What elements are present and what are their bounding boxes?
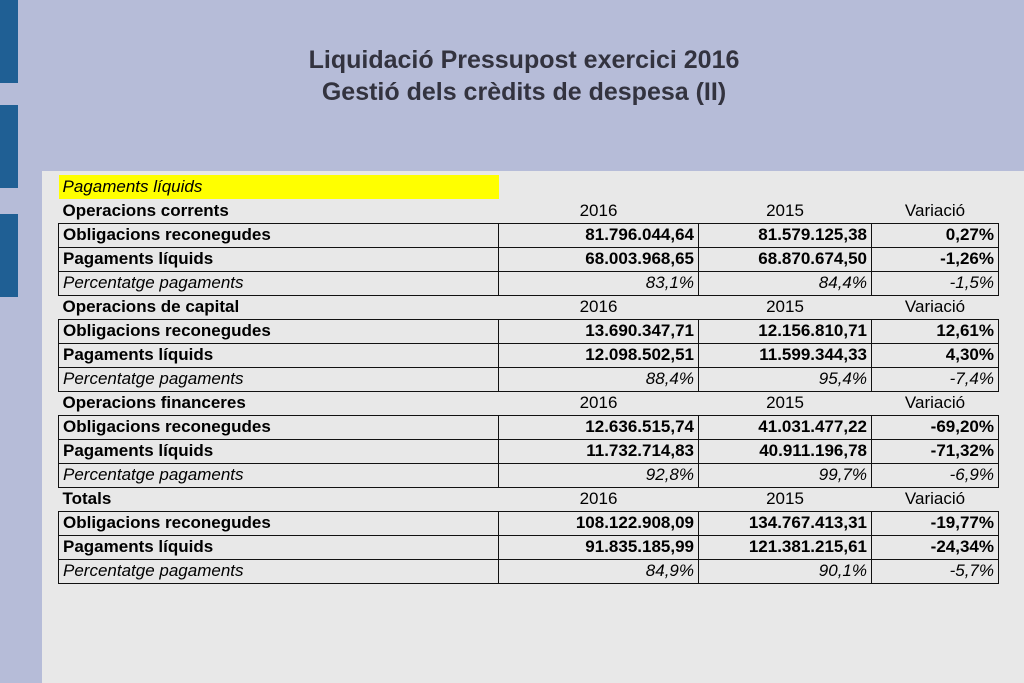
row-label: Obligacions reconegudes [59, 319, 499, 343]
value-variacio: 12,61% [872, 319, 999, 343]
value-variacio: -69,20% [872, 415, 999, 439]
section-heading: Operacions financeres [62, 393, 246, 412]
value-2015: 68.870.674,50 [699, 247, 872, 271]
row-label: Obligacions reconegudes [59, 415, 499, 439]
table-row [59, 343, 999, 367]
col-header-variacio: Variació [904, 297, 966, 316]
table-row [59, 535, 999, 559]
row-label: Obligacions reconegudes [59, 511, 499, 535]
value-2015: 121.381.215,61 [699, 535, 872, 559]
table-row [59, 223, 999, 247]
table-row [59, 463, 999, 487]
col-header-2015: 2015 [766, 200, 804, 220]
table-row [59, 415, 999, 439]
value-2016: 12.098.502,51 [499, 343, 699, 367]
row-label: Obligacions reconegudes [59, 223, 499, 247]
value-variacio: -1,5% [872, 271, 999, 295]
slide-title [0, 44, 1024, 108]
title-line-2: Gestió dels crèdits de despesa (II) [321, 78, 727, 106]
value-variacio: -5,7% [872, 559, 999, 583]
col-header-2015: 2015 [766, 393, 804, 412]
value-2015: 12.156.810,71 [699, 319, 872, 343]
col-header-2016: 2016 [579, 393, 618, 412]
value-2016: 11.732.714,83 [499, 439, 699, 463]
value-2015: 90,1% [699, 559, 872, 583]
value-2016: 84,9% [499, 559, 699, 583]
value-2015: 134.767.413,31 [699, 511, 872, 535]
value-variacio: -7,4% [872, 367, 999, 391]
section-header-row [59, 295, 999, 319]
value-2016: 13.690.347,71 [499, 319, 699, 343]
value-2015: 40.911.196,78 [699, 439, 872, 463]
col-header-2016: 2016 [579, 200, 618, 220]
col-header-2015: 2015 [766, 489, 804, 508]
value-2015: 11.599.344,33 [699, 343, 872, 367]
col-header-variacio: Variació [904, 393, 966, 412]
row-label: Pagaments líquids [59, 439, 499, 463]
value-2016: 12.636.515,74 [499, 415, 699, 439]
value-variacio: -1,26% [872, 247, 999, 271]
value-variacio: -19,77% [872, 511, 999, 535]
value-variacio: 4,30% [872, 343, 999, 367]
section-header-row [59, 487, 999, 511]
col-header-2016: 2016 [579, 489, 618, 508]
budget-table [58, 175, 999, 584]
side-bar-block-3 [0, 214, 18, 297]
col-header-variacio: Variació [904, 489, 966, 508]
table-row [59, 319, 999, 343]
row-label: Percentatge pagaments [59, 367, 499, 391]
row-label: Percentatge pagaments [59, 271, 499, 295]
section-heading: Operacions corrents [62, 200, 229, 220]
row-label: Percentatge pagaments [59, 559, 499, 583]
value-2015: 84,4% [699, 271, 872, 295]
row-label: Pagaments líquids [59, 247, 499, 271]
table-row [59, 439, 999, 463]
row-label: Percentatge pagaments [59, 463, 499, 487]
section-header-row [59, 199, 999, 223]
col-header-2015: 2015 [766, 297, 804, 316]
value-2015: 41.031.477,22 [699, 415, 872, 439]
table-row [59, 559, 999, 583]
value-2015: 99,7% [699, 463, 872, 487]
value-variacio: 0,27% [872, 223, 999, 247]
table-row [59, 271, 999, 295]
section-header-row [59, 391, 999, 415]
table-row [59, 367, 999, 391]
section-heading: Totals [62, 489, 112, 508]
section-heading: Operacions de capital [62, 297, 240, 316]
col-header-2016: 2016 [579, 297, 618, 316]
value-variacio: -71,32% [872, 439, 999, 463]
section-label-row [59, 175, 999, 199]
value-2016: 108.122.908,09 [499, 511, 699, 535]
value-2016: 92,8% [499, 463, 699, 487]
value-2015: 95,4% [699, 367, 872, 391]
value-2016: 88,4% [499, 367, 699, 391]
value-variacio: -6,9% [872, 463, 999, 487]
value-2016: 91.835.185,99 [499, 535, 699, 559]
row-label: Pagaments líquids [59, 343, 499, 367]
side-bar-block-2 [0, 105, 18, 188]
table-row [59, 511, 999, 535]
table-row [59, 247, 999, 271]
value-2016: 68.003.968,65 [499, 247, 699, 271]
value-2015: 81.579.125,38 [699, 223, 872, 247]
value-2016: 83,1% [499, 271, 699, 295]
section-label: Pagaments líquids [59, 175, 499, 199]
value-variacio: -24,34% [872, 535, 999, 559]
row-label: Pagaments líquids [59, 535, 499, 559]
col-header-variacio: Variació [904, 200, 966, 220]
title-line-1: Liquidació Pressupost exercici 2016 [308, 46, 740, 74]
value-2016: 81.796.044,64 [499, 223, 699, 247]
